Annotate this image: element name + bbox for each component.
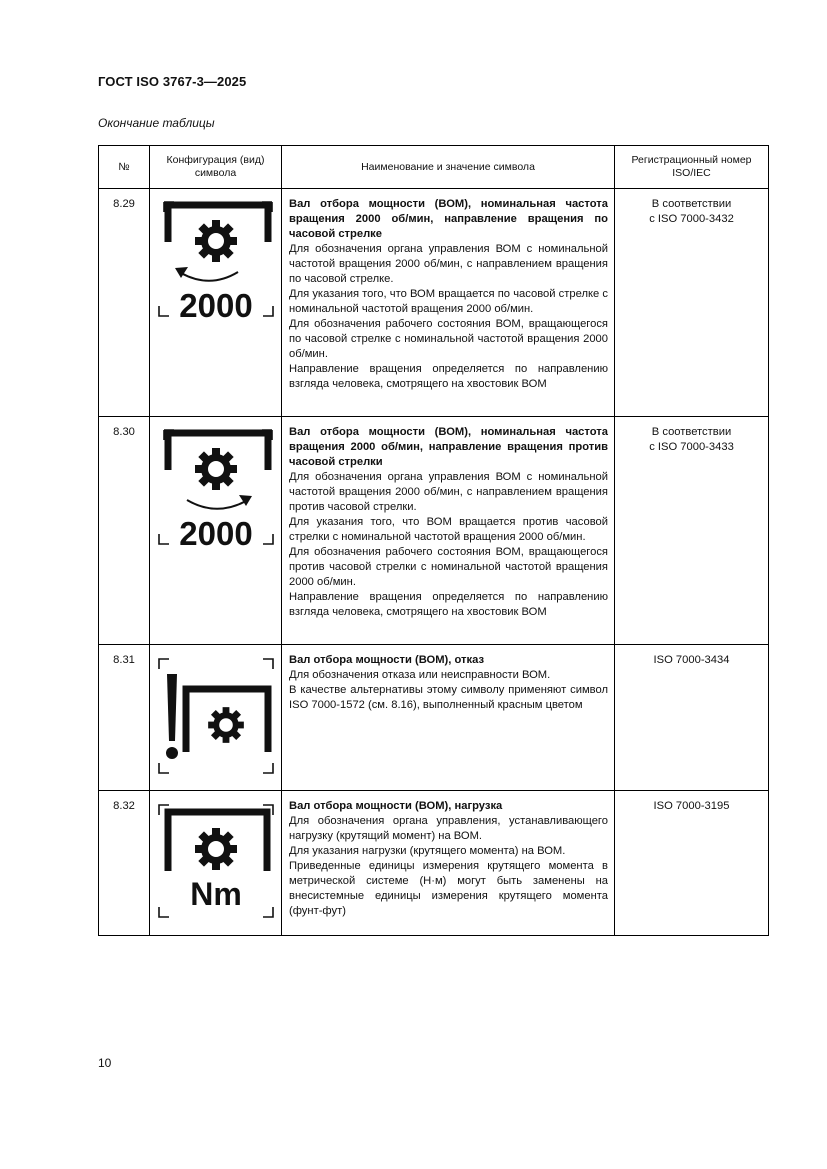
description-paragraph: В качестве альтернативы этому символу применяют символ ISO 7000-1572 (см. 8.16), выполненный красным цветом	[289, 684, 608, 711]
pto-2000-clockwise-symbol	[150, 189, 282, 413]
registration-cell	[615, 791, 769, 936]
symbol-cell	[150, 645, 282, 791]
table-caption: Окончание таблицы	[98, 116, 215, 130]
table-row	[99, 417, 769, 645]
symbol-name: Вал отбора мощности (ВОМ), номинальная частота вращения 2000 об/мин, направление вращения против часовой стрелки	[289, 426, 608, 468]
description-cell	[282, 791, 615, 936]
symbol-cell	[150, 791, 282, 936]
description-paragraph: Для обозначения органа управления ВОМ с номинальной частотой вращения 2000 об/мин, с направлением вращения по часовой стрелке.	[289, 243, 608, 285]
table-row	[99, 189, 769, 417]
registration-line: ISO 7000-3195	[653, 800, 730, 812]
corner-mark	[263, 907, 273, 917]
document-header: ГОСТ ISO 3767-3—2025	[98, 74, 247, 89]
gear-icon	[195, 828, 237, 870]
speed-label: 2000	[179, 287, 253, 324]
corner-mark	[263, 659, 273, 669]
symbol-name: Вал отбора мощности (ВОМ), нагрузка	[289, 800, 503, 812]
description-paragraph: Для обозначения отказа или неисправности ВОМ.	[289, 669, 551, 681]
row-number: 8.29	[99, 189, 150, 417]
corner-mark	[263, 763, 273, 773]
registration-cell	[615, 189, 769, 417]
row-number: 8.31	[99, 645, 150, 791]
description-paragraph: Для обозначения рабочего состояния ВОМ, вращающегося по часовой стрелке с номинальной частотой вращения 2000 об/мин.	[289, 318, 608, 360]
table-row	[99, 645, 769, 791]
description-paragraph: Приведенные единицы измерения крутящего момента в метрической системе (Н·м) могут быть заменены на внесистемные единицы измерения крутящего момента (фунт-фут)	[289, 860, 608, 917]
symbols-table	[98, 145, 769, 936]
corner-mark	[263, 534, 273, 544]
column-header-name-meaning: Наименование и значение символа	[282, 146, 615, 189]
description-paragraph: Для обозначения органа управления ВОМ с номинальной частотой вращения 2000 об/мин, с направлением вращения против часовой стрелки.	[289, 471, 608, 513]
symbol-name: Вал отбора мощности (ВОМ), отказ	[289, 654, 485, 666]
description-paragraph: Направление вращения определяется по направлению взгляда человека, смотрящего на хвостовик ВОМ	[289, 591, 608, 618]
column-header-number: №	[99, 146, 150, 189]
rotation-arrow-counterclockwise	[187, 500, 246, 509]
description-paragraph: Для указания того, что ВОМ вращается по часовой стрелке с номинальной частотой вращения 2000 об/мин.	[289, 288, 608, 315]
gear-icon	[195, 220, 237, 262]
exclamation-icon	[166, 674, 178, 759]
corner-mark	[159, 534, 169, 544]
speed-label: 2000	[179, 515, 253, 552]
registration-line: В соответствии	[651, 198, 732, 210]
column-header-registration: Регистрационный номер ISO/IEC	[615, 146, 769, 189]
symbol-name: Вал отбора мощности (ВОМ), номинальная частота вращения 2000 об/мин, направление вращения по часовой стрелке	[289, 198, 608, 240]
registration-cell	[615, 645, 769, 791]
registration-line: ISO 7000-3434	[653, 654, 730, 666]
pto-failure-symbol	[150, 645, 282, 790]
description-cell	[282, 189, 615, 417]
corner-mark	[159, 907, 169, 917]
description-paragraph: Направление вращения определяется по направлению взгляда человека, смотрящего на хвостовик ВОМ	[289, 363, 608, 390]
symbol-cell	[150, 417, 282, 645]
column-header-configuration: Конфигурация (вид) символа	[150, 146, 282, 189]
description-cell	[282, 645, 615, 791]
registration-line: В соответствии	[651, 426, 732, 438]
description-paragraph: Для указания того, что ВОМ вращается против часовой стрелки с номинальной частотой вращения 2000 об/мин.	[289, 516, 608, 543]
page-number: 10	[98, 1056, 112, 1070]
symbol-cell	[150, 189, 282, 417]
registration-line: с ISO 7000-3432	[649, 213, 734, 225]
pto-load-symbol	[150, 791, 282, 935]
corner-mark	[159, 306, 169, 316]
pto-2000-counterclockwise-symbol	[150, 417, 282, 641]
description-cell	[282, 417, 615, 645]
description-paragraph: Для обозначения рабочего состояния ВОМ, вращающегося против часовой стрелки с номинальной частотой вращения 2000 об/мин.	[289, 546, 608, 588]
row-number: 8.32	[99, 791, 150, 936]
gear-icon	[208, 707, 244, 743]
row-number: 8.30	[99, 417, 150, 645]
registration-line: с ISO 7000-3433	[649, 441, 734, 453]
table-row	[99, 791, 769, 936]
description-paragraph: Для указания нагрузки (крутящего момента) на ВОМ.	[289, 845, 566, 857]
table-header-row	[99, 146, 769, 189]
gear-icon	[195, 448, 237, 490]
torque-unit-label: Nm	[190, 876, 242, 912]
registration-cell	[615, 417, 769, 645]
rotation-arrow-clockwise	[181, 272, 238, 281]
corner-mark	[159, 659, 169, 669]
description-paragraph: Для обозначения органа управления, устанавливающего нагрузку (крутящий момент) на ВОМ.	[289, 815, 608, 842]
corner-mark	[263, 306, 273, 316]
corner-mark	[159, 763, 169, 773]
